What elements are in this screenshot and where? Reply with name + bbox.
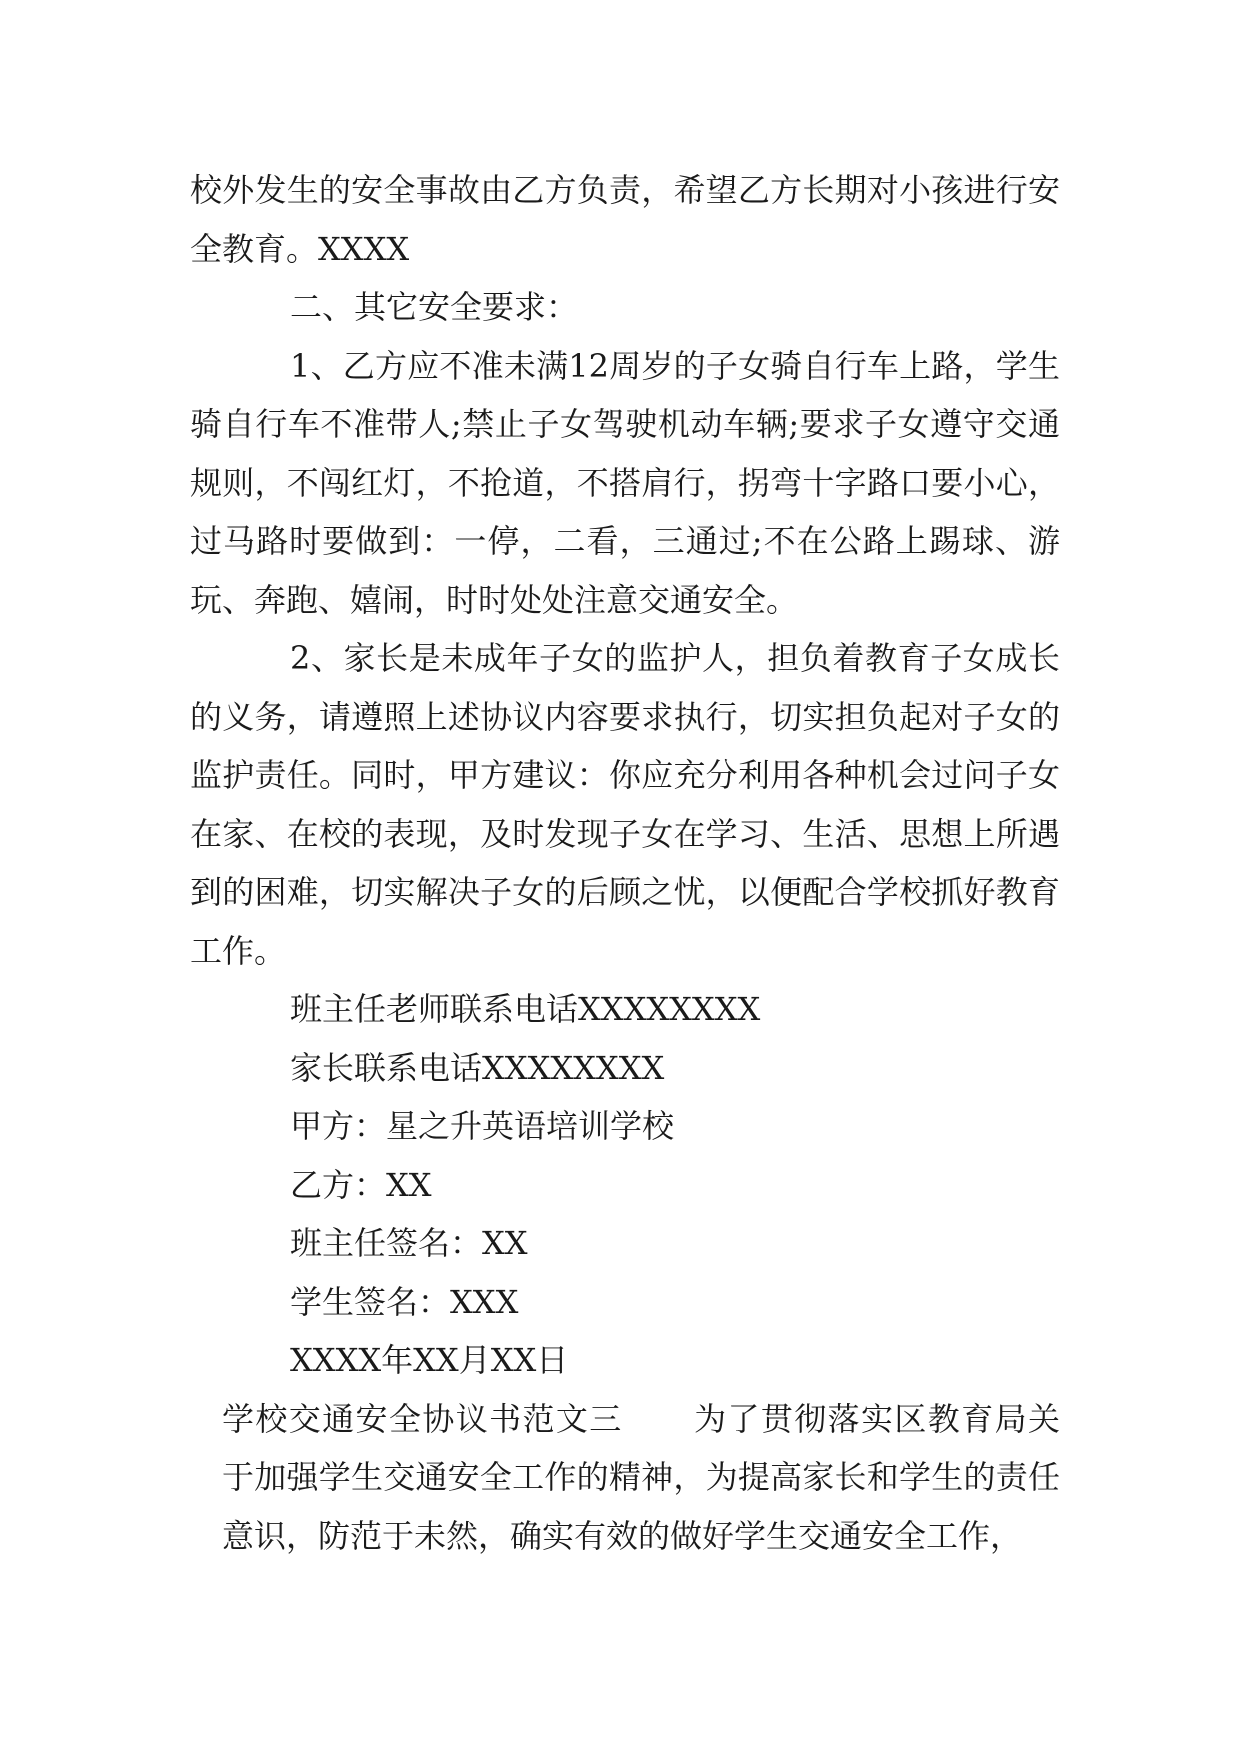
paragraph-continued: 校外发生的安全事故由乙方负责，希望乙方长期对小孩进行安全教育。XXXX <box>190 171 1060 268</box>
document-body <box>190 161 1060 1565</box>
student-signature-line: 学生签名：XXX <box>290 1282 519 1321</box>
party-a-line: 甲方：星之升英语培训学校 <box>290 1107 675 1145</box>
date-line: XXXX年XX月XX日 <box>290 1341 569 1379</box>
next-section-paragraph <box>190 1390 1060 1566</box>
next-section-title: 学校交通安全协议书范文三 <box>222 1399 623 1438</box>
paragraph-item-1: 1、乙方应不准未满12周岁的子女骑自行车上路，学生骑自行车不准带人;禁止子女驾驶机动车辆;要求子女遵守交通规则，不闯红灯，不抢道，不搭肩行，拐弯十字路口要小心，过马路时要做到：一停，二看，三通过;不在公路上踢球、游玩、奔跑、嬉闹，时时处处注意交通安全。 <box>190 346 1060 619</box>
next-section-body: 为了贯彻落实区教育局关于加强学生交通安全工作的精神，为提高家长和学生的责任意识，防范于未然，确实有效的做好学生交通安全工作， <box>222 1399 1060 1555</box>
party-b-line: 乙方：XX <box>290 1165 432 1204</box>
teacher-phone-line: 班主任老师联系电话XXXXXXXX <box>290 990 761 1028</box>
paragraph-item-2: 2、家长是未成年子女的监护人，担负着教育子女成长的义务，请遵照上述协议内容要求执行，切实担负起对子女的监护责任。同时，甲方建议：你应充分利用各种机会过问子女在家、在校的表现，及时发现子女在学习、生活、思想上所遇到的困难，切实解决子女的后顾之忧，以便配合学校抓好教育工作。 <box>190 639 1060 970</box>
teacher-signature-line: 班主任签名：XX <box>290 1224 528 1262</box>
section-heading-other-requirements: 二、其它安全要求： <box>290 288 579 326</box>
parent-phone-line: 家长联系电话XXXXXXXX <box>290 1048 665 1087</box>
